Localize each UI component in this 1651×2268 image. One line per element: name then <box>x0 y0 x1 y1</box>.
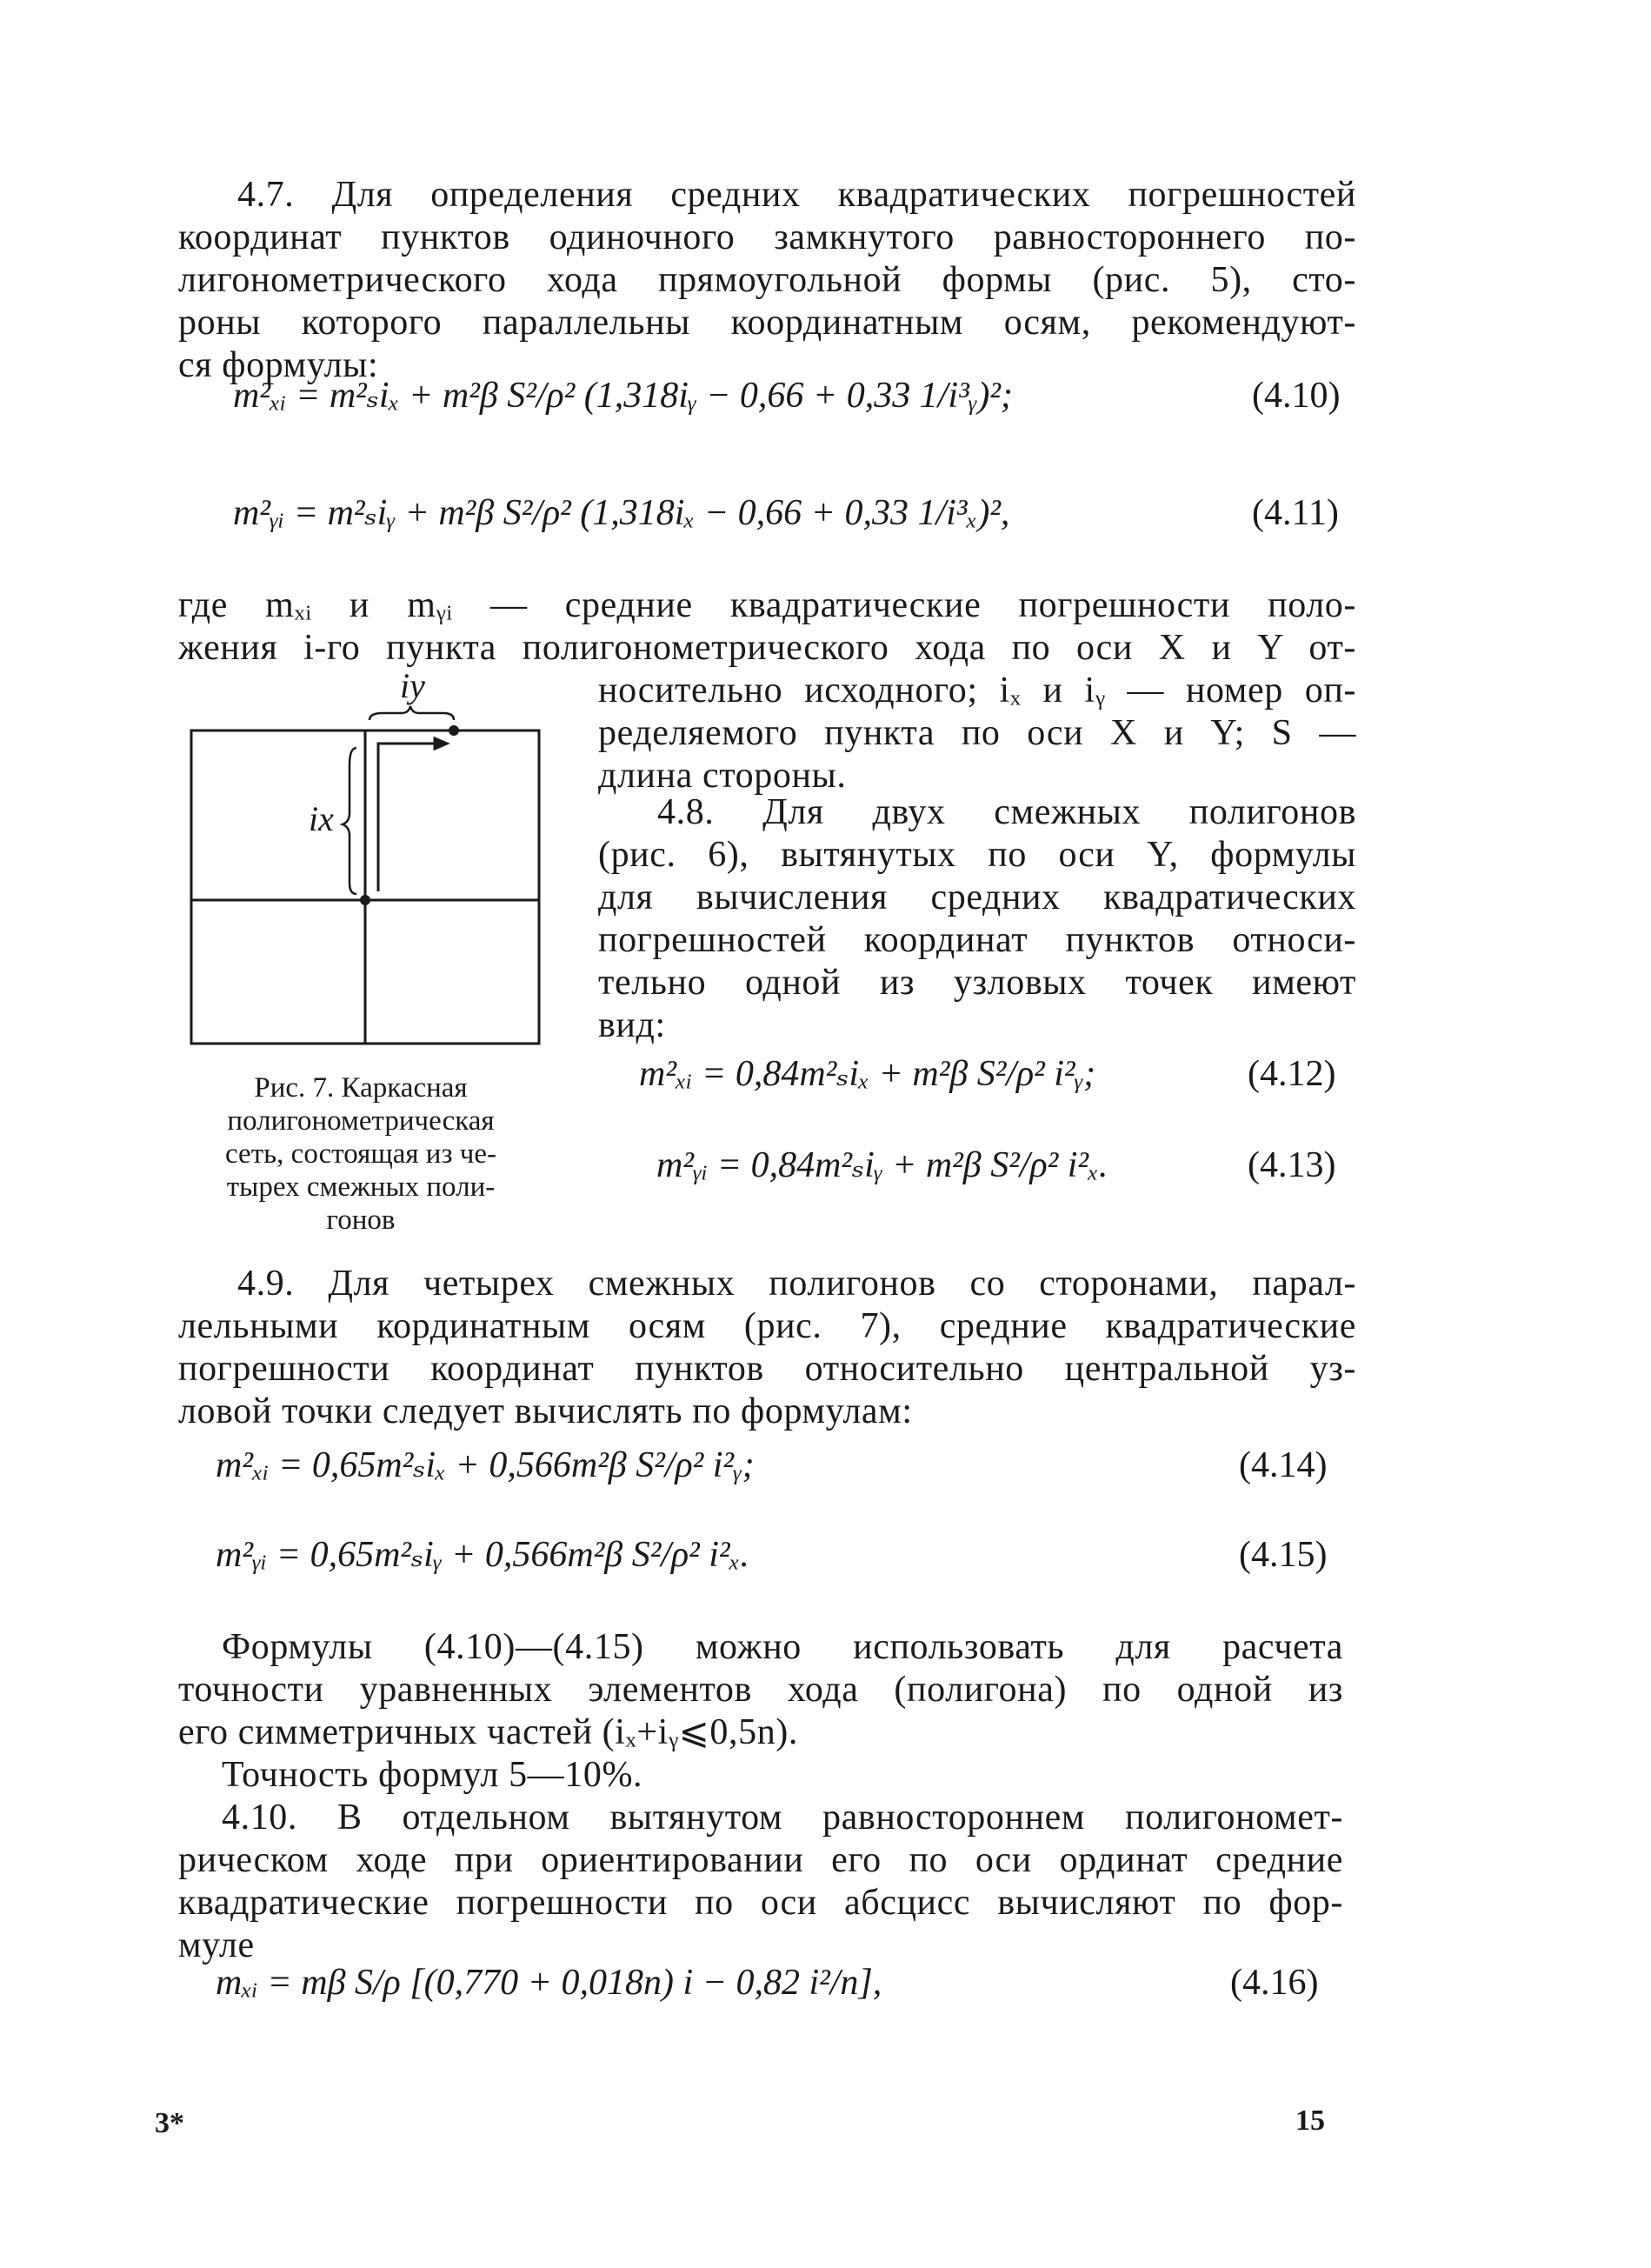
brace-iy <box>369 706 454 720</box>
equation-number-4-14: (4.14) <box>1239 1445 1328 1485</box>
paragraph-formulas-usage <box>178 1626 1343 1754</box>
figure-7-grid <box>183 670 583 1052</box>
equation-text: m²ᵧᵢ = 0,65m²ₛiᵧ + 0,566m²β S²/ρ² i²ₓ. <box>216 1535 749 1575</box>
traverse-path-inner <box>378 744 435 891</box>
text-line: погрешностей координат пунктов относи- <box>598 920 1356 960</box>
text-line: Точность формул 5—10%. <box>222 1755 643 1795</box>
node-point-center <box>360 895 370 905</box>
text-line: ловой точки следует вычислять по формулам: <box>178 1391 913 1431</box>
caption-line: Рис. 7. Каркасная <box>254 1072 468 1104</box>
equation-4-10 <box>233 370 1013 422</box>
text-line: лельными кординатным осям (рис. 7), средние квадратические <box>178 1306 1356 1346</box>
definitions-continued <box>598 670 1356 797</box>
text-line: Формулы (4.10)—(4.15) можно использовать для расчета <box>222 1627 1343 1667</box>
page-number: 15 <box>1295 2105 1325 2137</box>
text-line: лигонометрического хода прямоугольной формы (рис. 5), сто- <box>178 260 1356 300</box>
text-line: вид: <box>598 1005 666 1045</box>
equation-text: m²ᵧᵢ = m²ₛiᵧ + m²β S²/ρ² (1,318iₓ − 0,66 + 0,33 1/i³ₓ)², <box>233 493 1010 533</box>
equation-4-13 <box>656 1139 1108 1191</box>
caption-line: полигонометрическая <box>227 1105 495 1137</box>
text-line: жения i-го пункта полигонометрического хода по оси X и Y от- <box>178 628 1356 668</box>
caption-line: гонов <box>326 1204 396 1236</box>
text-line: координат пунктов одиночного замкнутого равностороннего по- <box>178 217 1356 257</box>
label-ix: ix <box>309 799 334 838</box>
signature-mark: 3* <box>155 2107 184 2139</box>
figure-7-caption <box>178 1071 543 1237</box>
equation-4-12 <box>639 1048 1095 1100</box>
text-line: где mₓᵢ и mᵧᵢ — средние квадратические погрешности поло- <box>178 585 1356 625</box>
equation-number-4-15: (4.15) <box>1239 1535 1328 1575</box>
equation-text: m²ₓᵢ = m²ₛiₓ + m²β S²/ρ² (1,318iᵧ − 0,66 + 0,33 1/i³ᵧ)²; <box>233 376 1013 416</box>
equation-text: m²ᵧᵢ = 0,84m²ₛiᵧ + m²β S²/ρ² i²ₓ. <box>656 1145 1108 1185</box>
text-line: рическом ходе при ориентировании его по оси ординат средние <box>178 1840 1343 1880</box>
text-line: длина стороны. <box>598 756 847 796</box>
equation-text: m²ₓᵢ = 0,84m²ₛiₓ + m²β S²/ρ² i²ᵧ; <box>639 1054 1096 1094</box>
equation-number-4-10: (4.10) <box>1252 376 1341 416</box>
equation-number-4-12: (4.12) <box>1248 1054 1336 1094</box>
label-iy: iy <box>400 670 425 705</box>
text-line: носительно исходного; iₓ и iᵧ — номер оп- <box>598 670 1356 710</box>
accuracy-note <box>222 1754 1004 1797</box>
where-definitions <box>178 584 1356 670</box>
text-line: ся формулы: <box>178 345 379 385</box>
equation-text: mₓᵢ = mβ S/ρ [(0,770 + 0,018n) i − 0,82 i²/n], <box>216 1963 882 2003</box>
text-line: роны которого параллельны координатным осям, рекомендуют- <box>178 303 1356 343</box>
brace-ix <box>343 748 356 894</box>
text-line: 4.9. Для четырех смежных полигонов со сторонами, парал- <box>237 1264 1356 1304</box>
equation-4-15 <box>216 1529 749 1581</box>
paragraph-4-9 <box>178 1263 1356 1433</box>
text-line: его симметричных частей (iₓ+iᵧ⩽0,5n). <box>178 1712 798 1752</box>
equation-4-11 <box>233 487 1009 539</box>
text-line: муле <box>178 1925 255 1965</box>
text-line: 4.10. В отдельном вытянутом равностороннем полигономет- <box>222 1798 1343 1838</box>
caption-line: тырех смежных поли- <box>226 1171 496 1203</box>
equation-4-14 <box>216 1439 755 1491</box>
text-line: для вычисления средних квадратических <box>598 877 1356 917</box>
arrow-head <box>435 738 447 749</box>
equation-number-4-16: (4.16) <box>1230 1963 1319 2003</box>
text-line: 4.8. Для двух смежных полигонов <box>657 792 1356 832</box>
paragraph-4-10 <box>178 1797 1343 1967</box>
equation-number-4-11: (4.11) <box>1252 493 1339 533</box>
equation-number-4-13: (4.13) <box>1248 1145 1336 1185</box>
equation-text: m²ₓᵢ = 0,65m²ₛiₓ + 0,566m²β S²/ρ² i²ᵧ; <box>216 1445 755 1485</box>
text-line: погрешности координат пунктов относительно центральной уз- <box>178 1349 1356 1389</box>
paragraph-4-7 <box>178 174 1356 387</box>
node-point-top <box>449 725 459 736</box>
text-line: точности уравненных элементов хода (полигона) по одной из <box>178 1670 1343 1710</box>
paragraph-4-8 <box>598 791 1356 1047</box>
text-line: ределяемого пункта по оси X и Y; S — <box>598 713 1356 753</box>
text-line: (рис. 6), вытянутых по оси Y, формулы <box>598 835 1356 875</box>
caption-line: сеть, состоящая из че- <box>225 1138 496 1170</box>
text-line: 4.7. Для определения средних квадратических погрешностей <box>237 175 1356 215</box>
text-line: тельно одной из узловых точек имеют <box>598 963 1356 1003</box>
equation-4-16 <box>216 1957 882 2009</box>
text-line: квадратические погрешности по оси абсцисс вычисляют по фор- <box>178 1883 1343 1923</box>
